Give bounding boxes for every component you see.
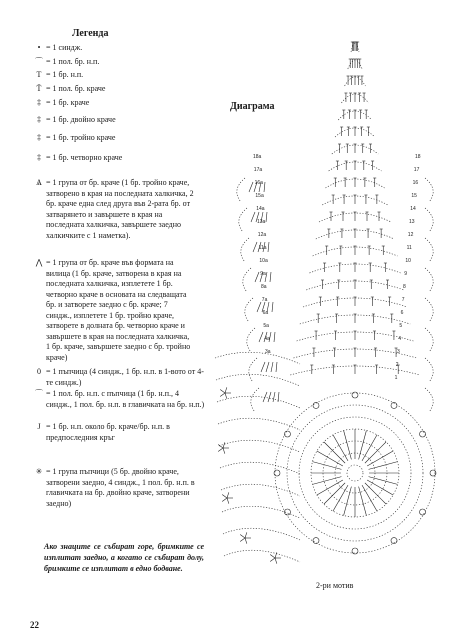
picot-spoke	[240, 534, 245, 538]
single-crochet-icon: T	[36, 70, 42, 79]
picot-spoke	[222, 498, 227, 502]
picot-spoke	[220, 393, 225, 397]
motif-spoke	[324, 442, 345, 463]
chain-arc	[241, 238, 249, 262]
chain-arc	[219, 440, 300, 452]
chain-arc	[220, 462, 300, 474]
legend-text: = 1 бр. краче	[46, 98, 90, 107]
around-post-icon: J	[37, 422, 41, 431]
legend-text: = 1 група от бр. краче във формата на вилица (1 бр. краче, затворена в края на последната халкичка, изплетете 1 бр. четворно краче в основата на следващата бр. и затворете заедно с бр. краче; 7 синдж., изплетете 1 бр. тройно краче, затворете в долната бр. четворно краче и завършете в края на последната халкичка, 1 бр. краче, завършете заедно с бр. тройно краче)	[46, 258, 191, 362]
row-number: 4	[398, 336, 401, 342]
chain-stitch-icon: •	[37, 43, 41, 52]
chain-arc	[237, 178, 245, 202]
stitch-post	[270, 272, 271, 282]
legend-text: = 1 група от бр. краче (1 бр. тройно краче, затворено в края на последната халкичка, 2 бр. краче една след друга във 2-рата бр. от затварянето и завършете в края на последната халкичка, завършете заедно халкичките с 1 наметка).	[46, 178, 194, 240]
motif-ring	[287, 405, 423, 541]
picot-spoke	[225, 393, 227, 399]
chain-arc	[425, 298, 433, 322]
row-number: 5	[399, 323, 403, 329]
picot-spoke	[270, 558, 275, 562]
stitch-post	[272, 302, 273, 312]
row-number: 18a	[253, 154, 262, 160]
row-number: 6a	[262, 310, 269, 316]
chain-arc	[425, 268, 433, 292]
stitch-post	[276, 362, 277, 372]
cluster-icon: Ѧ	[36, 178, 42, 187]
picot-spoke	[227, 492, 229, 498]
chain-arc	[249, 358, 257, 382]
motif-spoke	[365, 442, 386, 463]
legend-text: = 1 бр. н.п.	[46, 70, 84, 79]
legend-text: = 1 бр. двойно краче	[46, 115, 116, 124]
picot-spoke	[275, 552, 277, 558]
picot-spoke	[275, 558, 277, 564]
motif-picot	[313, 538, 319, 544]
legend-text: = 1 пол. бр. н.п. с пъпчица (1 бр. н.п., 4 синдж., 1 пол. бр. н.п. в главичката на бр. н.п.)	[46, 389, 205, 409]
legend-text: = 1 пол. бр. н.п.	[46, 57, 100, 66]
stitch-post	[266, 362, 269, 372]
chain-arc	[247, 328, 255, 352]
stitch-post	[257, 302, 261, 312]
row-number: 16a	[254, 180, 263, 186]
picot-spoke	[225, 387, 227, 393]
chain-arc	[425, 358, 433, 382]
motif-picot	[420, 509, 426, 515]
chain-arc	[218, 418, 300, 430]
picot-spoke	[220, 389, 225, 393]
chain-arc	[223, 528, 300, 540]
legend-text: = 1 бр. тройно краче	[46, 133, 116, 142]
picot-icon: 0	[37, 367, 41, 376]
slip-stitch-icon: ⌒	[35, 57, 43, 66]
row-number: 2	[395, 362, 399, 368]
row-number: 7	[401, 297, 405, 303]
row-number: 5a	[263, 323, 269, 329]
row-number: 8a	[261, 284, 267, 290]
row-number: 17	[413, 167, 420, 173]
legend-title: Легенда	[72, 28, 109, 39]
legend-text: = 1 бр. четворно краче	[46, 153, 123, 162]
chain-arc	[425, 178, 433, 202]
chain-arc	[216, 374, 300, 386]
picot-spoke	[240, 538, 245, 542]
stitch-post	[249, 182, 253, 192]
row-number: 3	[397, 349, 400, 355]
stitch-post	[271, 362, 273, 372]
row-number: 12a	[257, 232, 267, 238]
row-number: 14	[410, 206, 416, 212]
triple-treble-icon: ‡	[37, 153, 41, 162]
stitch-post	[259, 332, 263, 342]
motif-spoke	[324, 483, 345, 504]
stitch-post	[255, 272, 259, 282]
row-number: 13	[409, 219, 415, 225]
chain-arc	[425, 208, 433, 232]
legend-text: = 1 група пъпчици (5 бр. двойно краче, затворени заедно, 4 синдж., 1 пол. бр. н.п. в главичката на бр. двойно краче, затворени заедно)	[46, 467, 195, 508]
motif-picot	[352, 548, 358, 554]
chain-arc	[425, 328, 433, 352]
motif-ring	[347, 465, 363, 481]
legend-text: = 1 пол. бр. краче	[46, 84, 106, 93]
chain-arc	[425, 238, 433, 262]
picot-group-icon: ✳	[35, 467, 43, 476]
half-double-crochet-icon: T̄	[36, 84, 42, 93]
chain-arc	[221, 484, 300, 496]
motif-picot	[352, 392, 358, 398]
double-treble-icon: ‡	[37, 133, 41, 142]
chain-arc	[224, 550, 300, 562]
treble-crochet-icon: ‡	[37, 115, 41, 124]
row-number: 16	[412, 180, 419, 186]
stitch-post	[253, 242, 257, 252]
row-number: 1	[394, 375, 398, 381]
picot-spoke	[227, 498, 229, 504]
picot-spoke	[223, 442, 225, 448]
chain-arc	[243, 268, 251, 292]
row-number: 10a	[259, 258, 268, 264]
legend-text: = 1 пъпчица (4 синдж., 1 бр. н.п. в 1-вото от 4-те синдж.)	[46, 367, 204, 387]
motif-picot	[420, 431, 426, 437]
stitch-post	[268, 392, 271, 402]
chain-arc	[215, 352, 300, 364]
chain-arc	[245, 298, 253, 322]
stitch-post	[268, 242, 269, 252]
row-number: 10	[405, 258, 411, 264]
row-number: 3a	[265, 349, 271, 355]
picot-spoke	[245, 538, 247, 544]
row-number: 6	[400, 310, 404, 316]
chain-arc	[217, 396, 300, 408]
legend-text: = 1 синдж.	[46, 43, 83, 52]
crochet-diagram	[205, 28, 445, 608]
row-number: 15a	[255, 193, 264, 199]
fork-cluster-icon: ⋀	[35, 258, 43, 267]
instruction-note: Ако знаците се събират горе, бримките се изплитат заедно, а когато се събират долу, бримките се изплитат в едно бодване.	[44, 542, 204, 573]
legend-text: = 1 бр. н.п. около бр. краче/бр. н.п. в предпоследния кръг	[46, 422, 170, 442]
row-number: 9a	[260, 271, 266, 277]
picot-spoke	[223, 448, 225, 454]
motif-label: 2-ри мотив	[316, 581, 354, 590]
row-number: 4a	[264, 336, 270, 342]
row-number: 11a	[258, 245, 267, 251]
chain-arc	[251, 388, 259, 412]
picot-spoke	[218, 448, 223, 452]
motif-spoke	[365, 483, 386, 504]
chain-arc	[239, 208, 247, 232]
row-number: 11	[406, 245, 412, 251]
stitch-post	[261, 362, 265, 372]
row-number: 8	[403, 284, 406, 290]
chain-arc	[222, 506, 300, 518]
stitch-post	[266, 212, 267, 222]
row-number: 7a	[261, 297, 268, 303]
row-number: 13a	[257, 219, 266, 225]
chain-arc	[425, 388, 433, 412]
motif-picot	[274, 470, 280, 476]
stitch-post	[264, 182, 265, 192]
stitch-post	[273, 392, 275, 402]
stitch-post	[263, 392, 267, 402]
row-number: 12	[407, 232, 414, 238]
row-number: 14a	[256, 206, 265, 212]
picot-slip-icon: ⌒	[35, 389, 43, 398]
row-number: 15	[411, 193, 417, 199]
motif-picot	[313, 402, 319, 408]
stitch-post	[274, 332, 275, 342]
row-number: 9	[404, 271, 407, 277]
row-number: 18	[415, 154, 421, 160]
stitch-post	[251, 212, 255, 222]
picot-spoke	[222, 494, 227, 498]
diagram-title: Диаграма	[230, 101, 275, 112]
double-crochet-icon: ‡	[37, 98, 41, 107]
row-number: 17a	[253, 167, 263, 173]
picot-spoke	[270, 554, 275, 558]
page-number: 22	[30, 620, 39, 630]
picot-spoke	[245, 532, 247, 538]
